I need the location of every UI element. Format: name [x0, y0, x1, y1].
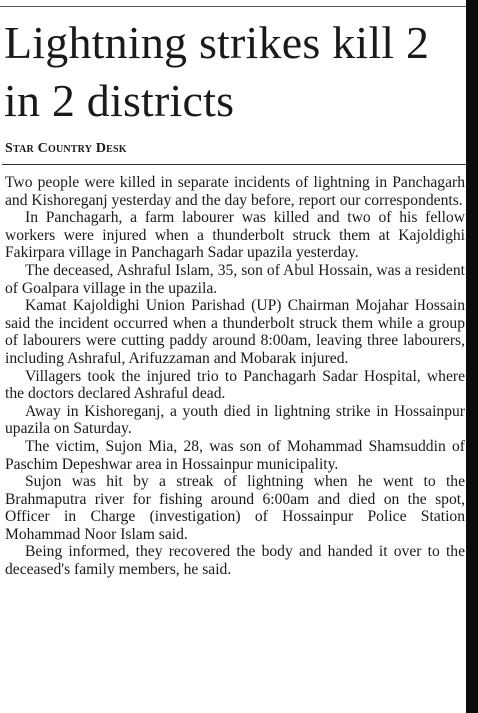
top-rule — [0, 6, 466, 7]
article-paragraph: Being informed, they recovered the body and handed it over to the deceased's family members, he said. — [5, 543, 465, 579]
article-paragraph: In Panchagarh, a farm labourer was killed and two of his fellow workers were injured when a thunderbolt struck them at Kajoldighi Fakirpara village in Panchagarh Sadar upazila yesterday. — [5, 209, 465, 262]
page-edge-bar — [466, 0, 478, 713]
article-paragraph: Two people were killed in separate incidents of lightning in Panchagarh and Kishoreganj yesterday and the day before, report our correspondents. — [5, 174, 465, 209]
article-paragraph: Kamat Kajoldighi Union Parishad (UP) Chairman Mojahar Hossain said the incident occurred when a thunderbolt struck them while a group of labourers were cutting paddy around 8:00am, leaving three labourers, including Ashraful, Arifuzzaman and Mobarak injured. — [5, 297, 465, 367]
byline-divider — [2, 164, 466, 165]
article-paragraph: The victim, Sujon Mia, 28, was son of Mohammad Shamsuddin of Paschim Depeshwar area in Hossainpur municipality. — [5, 437, 465, 473]
article-paragraph: Sujon was hit by a streak of lightning when he went to the Brahmaputra river for fishing around 6:00am and died on the spot, Officer in Charge (investigation) of Hossainpur Police Station Mohammad Noor Islam said. — [5, 473, 465, 543]
article-paragraph: Villagers took the injured trio to Panchagarh Sadar Hospital, where the doctors declared Ashraful dead. — [5, 367, 465, 403]
article-paragraph: The deceased, Ashraful Islam, 35, son of Abul Hossain, was a resident of Goalpara village in the upazila. — [5, 261, 465, 297]
article-paragraph: Away in Kishoreganj, a youth died in lightning strike in Hossainpur upazila on Saturday. — [5, 402, 465, 438]
article-byline: Star Country Desk — [5, 141, 127, 156]
article-headline: Lightning strikes kill 2 in 2 districts — [4, 17, 430, 126]
article-body — [5, 174, 465, 579]
